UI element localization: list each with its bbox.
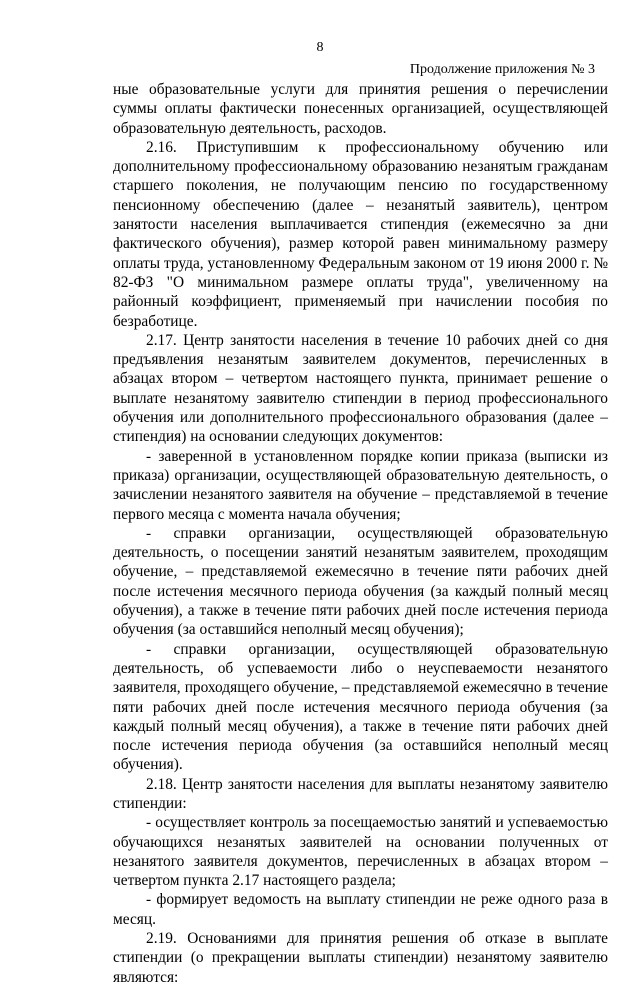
list-item-attendance-control: - осуществляет контроль за посещаемостью занятий и успеваемостью обучающихся незанятых заявителей на основании полученных от незанятого заявителя документов, перечисленных в абзацах втором – четвертом пункта 2.17 настоящего раздела; [113, 814, 608, 890]
list-item-order-copy: - заверенной в установленном порядке копии приказа (выписки из приказа) организации, осуществляющей образовательную деятельность, о зачислении незанятого заявителя на обучение – представляемой в течение первого месяца с момента начала обучения; [113, 447, 608, 523]
paragraph-2-16: 2.16. Приступившим к профессиональному обучению или дополнительному профессиональному образованию незанятым гражданам старшего поколения, не получающим пенсию по государственному пенсионному обеспечению (далее – незанятый заявитель), центром занятости населения выплачивается стипендия (ежемесячно за дни фактического обучения), размер которой равен минимальному размеру оплаты труда, установленному Федеральным законом от 19 июня 2000 г. № 82-ФЗ "О минимальном размере оплаты труда", увеличенному на районный коэффициент, применяемый при начислении пособия по безработице. [113, 138, 608, 330]
continuation-label: Продолжение приложения № 3 [409, 62, 595, 77]
paragraph-2-17: 2.17. Центр занятости населения в течение 10 рабочих дней со дня предъявления незанятым заявителем документов, перечисленных в абзацах втором – четвертом настоящего пункта, принимает решение о выплате незанятому заявителю стипендии в период профессионального обучения или дополнительного профессионального образования (далее – стипендия) на основании следующих документов: [113, 331, 608, 446]
list-item-payment-statement: - формирует ведомость на выплату стипендии не реже одного раза в месяц. [113, 891, 608, 928]
list-item-attendance-certificate: - справки организации, осуществляющей образовательную деятельность, о посещении занятий незанятым заявителем, проходящим обучение, – представляемой ежемесячно в течение пяти рабочих дней после истечения месячного периода обучения (за каждый полный месяц обучения), а также в течение пяти рабочих дней после истечения периода обучения (за оставшийся неполный месяц обучения); [113, 524, 608, 639]
paragraph-2-18: 2.18. Центр занятости населения для выплаты незанятому заявителю стипендии: [113, 775, 608, 812]
paragraph-2-19: 2.19. Основаниями для принятия решения об отказе в выплате стипендии (о прекращении выплаты стипендии) незанятому заявителю являются: [113, 930, 608, 986]
document-body [113, 80, 608, 987]
list-item-progress-certificate: - справки организации, осуществляющей образовательную деятельность, об успеваемости либо о неуспеваемости незанятого заявителя, проходящего обучение, – представляемой ежемесячно в течение пяти рабочих дней после истечения месячного периода обучения (за каждый полный месяц обучения), а также в течение пяти рабочих дней после истечения периода обучения (за оставшийся неполный месяц обучения). [113, 640, 608, 774]
page-number: 8 [316, 40, 324, 55]
paragraph-continuation: ные образовательные услуги для принятия решения о перечислении суммы оплаты фактически понесенных организацией, осуществляющей образовательную деятельность, расходов. [113, 81, 608, 137]
